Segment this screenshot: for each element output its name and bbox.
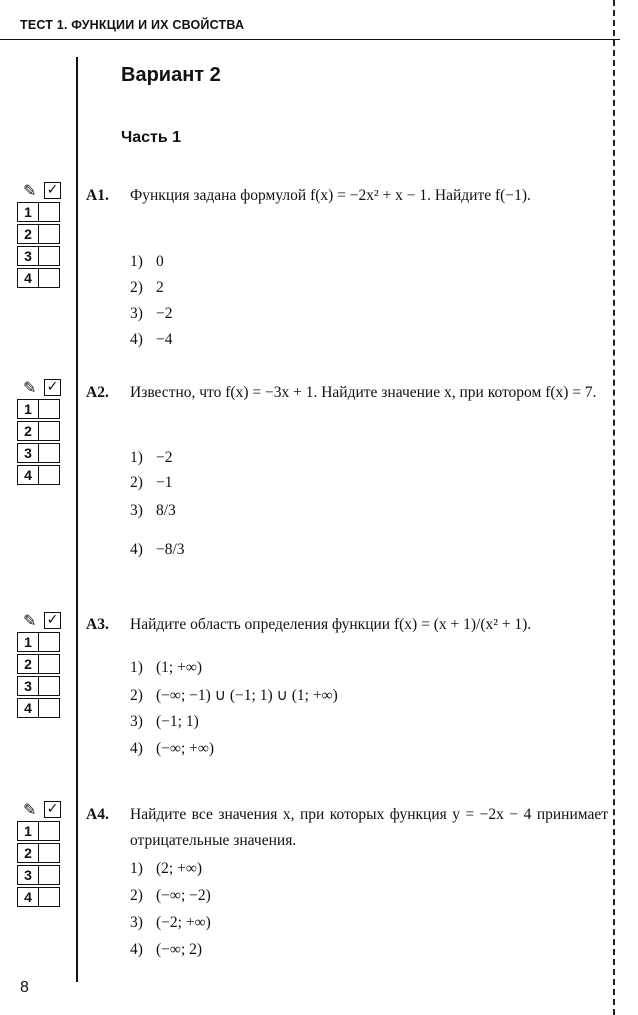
answer-number: 1 — [17, 399, 39, 419]
answer-cell[interactable] — [39, 887, 60, 907]
answer-number: 3 — [17, 676, 39, 696]
option-item[interactable]: 2) (−∞; −2) — [130, 887, 211, 904]
answer-cell[interactable] — [39, 821, 60, 841]
page-number: 8 — [20, 979, 29, 996]
option-item[interactable]: 3) −2 — [130, 305, 173, 322]
answer-cell[interactable] — [39, 202, 60, 222]
option-item[interactable]: 3) (−1; 1) — [130, 713, 199, 730]
answer-cell[interactable] — [39, 632, 60, 652]
pencil-icon: ✎ — [23, 181, 37, 200]
answer-number: 2 — [17, 421, 39, 441]
answer-number: 3 — [17, 246, 39, 266]
answer-number: 2 — [17, 843, 39, 863]
checkbox-icon: ✓ — [44, 182, 61, 199]
question-a3 — [86, 612, 608, 638]
option-item[interactable]: 4) −8/3 — [130, 541, 185, 558]
option-item[interactable]: 4) −4 — [130, 331, 173, 348]
header-rule — [0, 39, 620, 40]
option-item[interactable]: 3) 8/3 — [130, 502, 176, 519]
answer-box-a1[interactable] — [17, 180, 67, 290]
option-item[interactable]: 4) (−∞; 2) — [130, 941, 203, 958]
answer-box-a4[interactable] — [17, 799, 67, 909]
answer-cell[interactable] — [39, 676, 60, 696]
cut-line — [613, 0, 615, 1015]
pencil-icon: ✎ — [23, 378, 37, 397]
part-title: Часть 1 — [121, 129, 182, 146]
answer-number: 4 — [17, 698, 39, 718]
question-a2 — [86, 380, 608, 406]
page-header: ТЕСТ 1. ФУНКЦИИ И ИХ СВОЙСТВА — [20, 18, 245, 32]
answer-cell[interactable] — [39, 465, 60, 485]
question-number: A1. — [86, 187, 109, 204]
margin-rule — [76, 57, 78, 982]
answer-number: 2 — [17, 224, 39, 244]
answer-number: 4 — [17, 465, 39, 485]
variant-title: Вариант 2 — [121, 64, 221, 86]
answer-number: 3 — [17, 865, 39, 885]
answer-number: 1 — [17, 632, 39, 652]
option-item[interactable]: 2) (−∞; −1) ∪ (−1; 1) ∪ (1; +∞) — [130, 687, 338, 704]
answer-cell[interactable] — [39, 399, 60, 419]
answer-number: 1 — [17, 821, 39, 841]
option-item[interactable]: 1) −2 — [130, 449, 173, 466]
answer-number: 1 — [17, 202, 39, 222]
answer-cell[interactable] — [39, 268, 60, 288]
answer-number: 4 — [17, 887, 39, 907]
answer-cell[interactable] — [39, 698, 60, 718]
question-text: Функция задана формулой f(x) = −2x² + x − 1. Найдите f(−1). — [130, 187, 531, 204]
checkbox-icon: ✓ — [44, 379, 61, 396]
answer-number: 4 — [17, 268, 39, 288]
answer-box-a2[interactable] — [17, 377, 67, 487]
answer-number: 2 — [17, 654, 39, 674]
option-item[interactable]: 2) 2 — [130, 279, 164, 296]
option-item[interactable]: 3) (−2; +∞) — [130, 914, 211, 931]
question-a1 — [86, 183, 608, 209]
question-text: Найдите область определения функции f(x) = (x + 1)/(x² + 1). — [130, 616, 532, 633]
question-number: A3. — [86, 616, 109, 633]
option-item[interactable]: 1) 0 — [130, 253, 164, 270]
answer-cell[interactable] — [39, 443, 60, 463]
option-item[interactable]: 1) (1; +∞) — [130, 659, 203, 676]
answer-box-a3[interactable] — [17, 610, 67, 720]
option-item[interactable]: 4) (−∞; +∞) — [130, 740, 215, 757]
answer-number: 3 — [17, 443, 39, 463]
option-item[interactable]: 2) −1 — [130, 474, 173, 491]
option-item[interactable]: 1) (2; +∞) — [130, 860, 203, 877]
question-text: Известно, что f(x) = −3x + 1. Найдите значение x, при котором f(x) = 7. — [130, 384, 597, 401]
question-number: A4. — [86, 806, 109, 823]
answer-cell[interactable] — [39, 654, 60, 674]
question-number: A2. — [86, 384, 109, 401]
answer-cell[interactable] — [39, 224, 60, 244]
answer-cell[interactable] — [39, 421, 60, 441]
answer-cell[interactable] — [39, 246, 60, 266]
checkbox-icon: ✓ — [44, 801, 61, 818]
answer-cell[interactable] — [39, 865, 60, 885]
question-text: Найдите все значения x, при которых функция y = −2x − 4 принимает отрицательные значения. — [130, 806, 608, 849]
pencil-icon: ✎ — [23, 800, 37, 819]
answer-cell[interactable] — [39, 843, 60, 863]
question-a4 — [86, 802, 608, 854]
pencil-icon: ✎ — [23, 611, 37, 630]
checkbox-icon: ✓ — [44, 612, 61, 629]
